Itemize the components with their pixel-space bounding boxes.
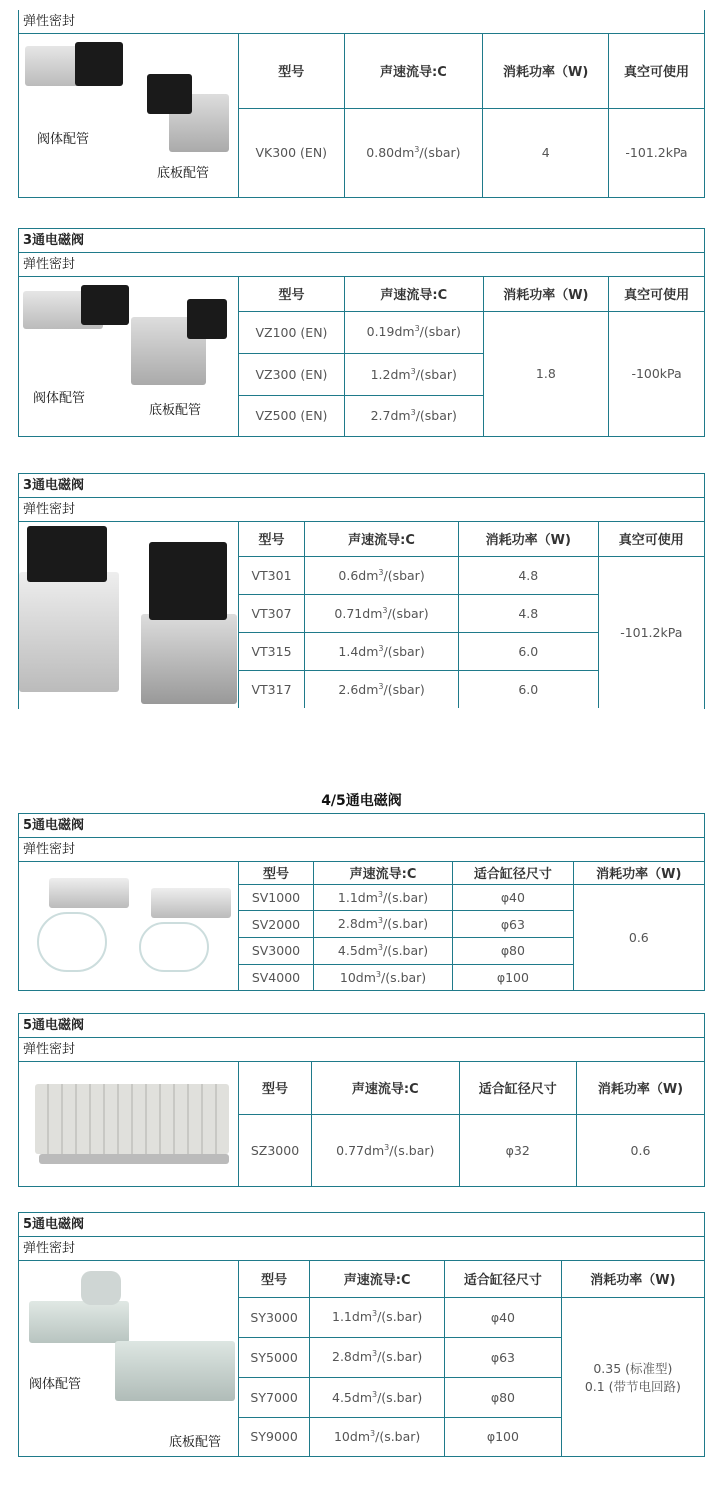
col-model: 型号 xyxy=(278,65,305,81)
cell-power: 0.6 xyxy=(573,884,704,990)
cell-model: VT315 xyxy=(239,633,305,671)
spec-table-sy xyxy=(239,1261,704,1456)
cell-model: SV1000 xyxy=(239,884,313,911)
valve-photo xyxy=(19,1062,239,1186)
valve-body-image xyxy=(29,1301,129,1343)
col-flow: 声速流导:C xyxy=(310,1261,445,1297)
block-sz xyxy=(18,1013,705,1187)
fitting-image xyxy=(81,1271,121,1305)
valve-photo xyxy=(19,522,239,708)
cell-power: 4.8 xyxy=(459,556,598,594)
valve-body-image xyxy=(19,572,119,692)
col-bore: 适合缸径尺寸 xyxy=(445,1261,562,1297)
block-sv xyxy=(18,813,705,991)
cell-bore: φ80 xyxy=(453,937,574,964)
col-model: 型号 xyxy=(261,1273,288,1289)
seal-label: 弹性密封 xyxy=(19,1038,704,1062)
cell-bore: φ63 xyxy=(453,911,574,938)
valve-base-image xyxy=(115,1341,235,1401)
col-flow: 声速流导:C xyxy=(344,277,483,311)
cell-power: 6.0 xyxy=(459,671,598,708)
cell-flow: $0.6dm^3/(sbar)$ xyxy=(305,556,459,594)
cell-model: VT317 xyxy=(239,671,305,708)
valve-coil-image xyxy=(27,526,107,582)
cell-bore: φ40 xyxy=(453,884,574,911)
cell-power: 4.8 xyxy=(459,594,598,632)
cell-model: VZ100 (EN) xyxy=(239,311,344,353)
col-flow: 声速流导:C xyxy=(305,522,459,556)
seal-label: 弹性密封 xyxy=(19,10,704,34)
cell-flow: $1.1dm^3/(s.bar)$ xyxy=(310,1297,445,1337)
valve-rail-image xyxy=(39,1154,229,1164)
block-sy xyxy=(18,1212,705,1457)
cell-model: SY3000 xyxy=(239,1297,310,1337)
col-vacuum: 真空可使用 xyxy=(609,277,704,311)
cell-model: SV4000 xyxy=(239,964,313,990)
caption-base-piping: 底板配管 xyxy=(157,166,210,181)
valve-type-label: 3通电磁阀 xyxy=(19,474,704,498)
col-model: 型号 xyxy=(262,1082,289,1098)
spec-table-sv xyxy=(239,862,704,990)
cell-flow: $10dm^3/(s.bar)$ xyxy=(313,964,452,990)
col-flow: 声速流导:C xyxy=(312,1062,459,1114)
block-vk300 xyxy=(18,10,705,198)
cell-flow: $10dm^3/(s.bar)$ xyxy=(310,1417,445,1456)
caption-body-piping: 阀体配管 xyxy=(33,391,86,406)
cell-bore: φ80 xyxy=(445,1377,562,1417)
spec-table-vz xyxy=(239,277,704,436)
caption-base-piping: 底板配管 xyxy=(149,403,202,418)
cell-power: 6.0 xyxy=(459,633,598,671)
col-power: 消耗功率（W) xyxy=(573,862,704,884)
cell-model: SV2000 xyxy=(239,911,313,938)
cell-vacuum: -101.2kPa xyxy=(609,108,704,197)
cell-vacuum: -101.2kPa xyxy=(598,556,704,708)
valve-photo xyxy=(19,1261,239,1456)
cell-model: VT307 xyxy=(239,594,305,632)
cell-model: SY7000 xyxy=(239,1377,310,1417)
valve-photo xyxy=(19,277,239,436)
col-power: 消耗功率（W) xyxy=(483,34,609,108)
valve-photo xyxy=(19,862,239,990)
cell-flow: $0.77dm^3/(s.bar)$ xyxy=(312,1114,459,1186)
section-title: 4/5通电磁阀 xyxy=(321,793,402,809)
col-vacuum: 真空可使用 xyxy=(598,522,704,556)
cell-power: 0.35 (标准型) 0.1 (带节电回路) xyxy=(561,1297,704,1456)
col-power: 消耗功率（W) xyxy=(561,1261,704,1297)
seal-label: 弹性密封 xyxy=(19,838,704,862)
cell-model: SV3000 xyxy=(239,937,313,964)
col-bore: 适合缸径尺寸 xyxy=(459,1062,576,1114)
cell-vacuum: -100kPa xyxy=(609,311,704,436)
cell-power: 1.8 xyxy=(483,311,609,436)
valve-type-label: 5通电磁阀 xyxy=(19,814,704,838)
valve-manifold-image xyxy=(35,1084,229,1154)
block-vt xyxy=(18,473,705,709)
caption-body-piping: 阀体配管 xyxy=(29,1377,82,1392)
cell-flow: $4.5dm^3/(s.bar)$ xyxy=(310,1377,445,1417)
cell-flow: $2.6dm^3/(sbar)$ xyxy=(305,671,459,708)
cell-flow: $1.1dm^3/(s.bar)$ xyxy=(313,884,452,911)
col-power: 消耗功率（W) xyxy=(576,1062,704,1114)
valve-photo xyxy=(19,34,239,197)
valve-coil2-image xyxy=(147,74,192,114)
cable-image xyxy=(37,912,107,972)
valve-type-label: 3通电磁阀 xyxy=(19,229,704,253)
valve-manifold-image xyxy=(49,878,129,908)
valve-base-image xyxy=(141,614,237,704)
caption-body-piping: 阀体配管 xyxy=(37,132,90,147)
spec-table-sz xyxy=(239,1062,704,1186)
col-model: 型号 xyxy=(262,867,289,883)
cell-model: VK300 (EN) xyxy=(239,108,344,197)
valve-coil2-image xyxy=(187,299,227,339)
col-vacuum: 真空可使用 xyxy=(609,34,704,108)
cell-flow: $0.80dm^3/(sbar)$ xyxy=(344,108,483,197)
cell-model: VZ500 (EN) xyxy=(239,395,344,436)
col-flow: 声速流导:C xyxy=(313,862,452,884)
spec-table-vk xyxy=(239,34,704,197)
cell-bore: φ100 xyxy=(453,964,574,990)
seal-label: 弹性密封 xyxy=(19,1237,704,1261)
seal-label: 弹性密封 xyxy=(19,253,704,277)
valve-coil-image xyxy=(81,285,129,325)
cell-model: SY5000 xyxy=(239,1337,310,1377)
cell-flow: $4.5dm^3/(s.bar)$ xyxy=(313,937,452,964)
cell-model: SY9000 xyxy=(239,1417,310,1456)
col-flow: 声速流导:C xyxy=(344,34,483,108)
valve-type-label: 5通电磁阀 xyxy=(19,1014,704,1038)
cell-flow: $2.8dm^3/(s.bar)$ xyxy=(313,911,452,938)
caption-base-piping: 底板配管 xyxy=(169,1435,222,1450)
spec-table-vt xyxy=(239,522,704,708)
valve-coil2-image xyxy=(149,542,227,620)
cell-flow: $1.4dm^3/(sbar)$ xyxy=(305,633,459,671)
col-bore: 适合缸径尺寸 xyxy=(453,862,574,884)
cell-flow: $2.8dm^3/(s.bar)$ xyxy=(310,1337,445,1377)
cell-power: 0.6 xyxy=(576,1114,704,1186)
valve-type-label: 5通电磁阀 xyxy=(19,1213,704,1237)
col-model: 型号 xyxy=(258,533,285,549)
block-vz xyxy=(18,228,705,437)
seal-label: 弹性密封 xyxy=(19,498,704,522)
col-power: 消耗功率（W) xyxy=(483,277,609,311)
cell-flow: $1.2dm^3/(sbar)$ xyxy=(344,353,483,395)
cell-bore: φ63 xyxy=(445,1337,562,1377)
cell-flow: $2.7dm^3/(sbar)$ xyxy=(344,395,483,436)
cell-bore: φ100 xyxy=(445,1417,562,1456)
cell-model: SZ3000 xyxy=(239,1114,312,1186)
cell-bore: φ32 xyxy=(459,1114,576,1186)
cell-model: VZ300 (EN) xyxy=(239,353,344,395)
cell-flow: $0.19dm^3/(sbar)$ xyxy=(344,311,483,353)
col-power: 消耗功率（W) xyxy=(459,522,598,556)
cell-model: VT301 xyxy=(239,556,305,594)
cell-bore: φ40 xyxy=(445,1297,562,1337)
cell-flow: $0.71dm^3/(sbar)$ xyxy=(305,594,459,632)
valve-coil-image xyxy=(75,42,123,86)
col-model: 型号 xyxy=(278,288,305,304)
cable2-image xyxy=(139,922,209,972)
valve-manifold2-image xyxy=(151,888,231,918)
cell-power: 4 xyxy=(483,108,609,197)
